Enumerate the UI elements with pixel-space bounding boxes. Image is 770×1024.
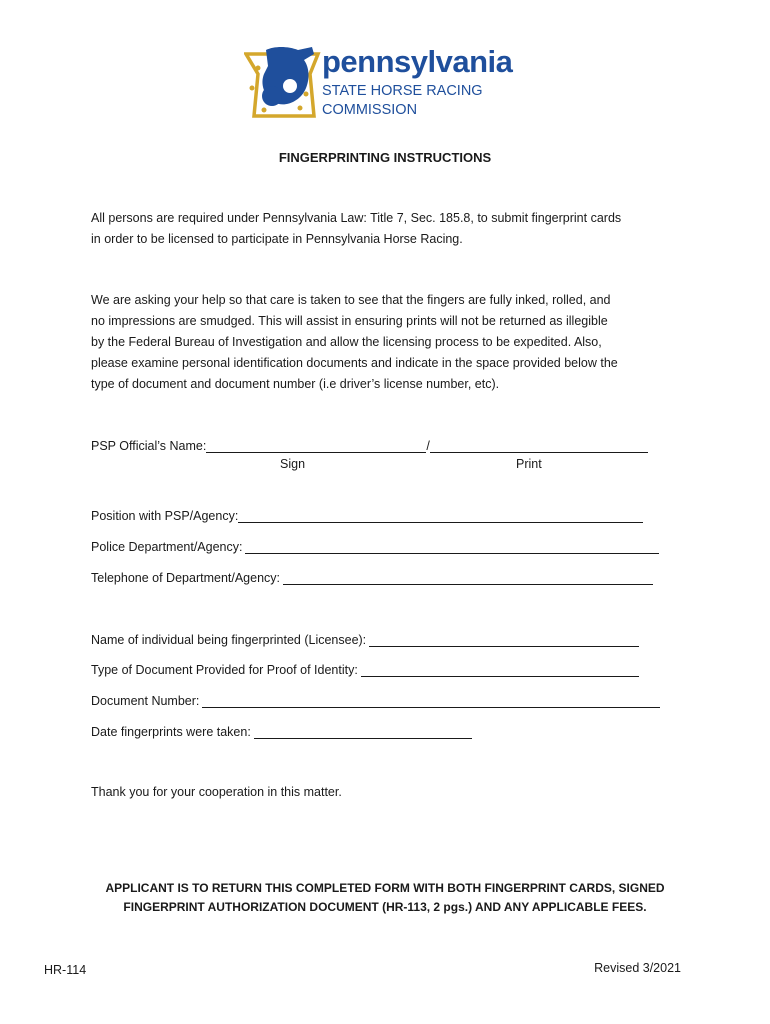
police-department-input-line[interactable] (245, 539, 659, 554)
sign-input-line[interactable] (206, 438, 426, 453)
request-paragraph (91, 290, 691, 395)
form-id: HR-114 (44, 963, 87, 977)
request-line: please examine personal identification documents and indicate in the space provided below the (91, 356, 618, 370)
position-input-line[interactable] (238, 508, 643, 523)
notice-line: APPLICANT IS TO RETURN THIS COMPLETED FORM WITH BOTH FINGERPRINT CARDS, SIGNED (105, 881, 665, 895)
date-taken-label: Date fingerprints were taken: (91, 725, 251, 739)
logo-subtitle-line2: COMMISSION (322, 102, 418, 118)
licensee-name-field (91, 631, 639, 647)
document-number-label: Document Number: (91, 694, 200, 708)
psp-official-field (91, 437, 648, 453)
sign-caption: Sign (280, 457, 306, 471)
request-line: We are asking your help so that care is taken to see that the fingers are fully inked, rolled, and (91, 293, 611, 307)
police-department-label: Police Department/Agency: (91, 540, 243, 554)
police-department-field (91, 538, 659, 554)
intro-line: in order to be licensed to participate in Pennsylvania Horse Racing. (91, 232, 463, 246)
logo-wordmark: pennsylvania (322, 44, 513, 79)
logo-subtitle-line1: STATE HORSE RACING (322, 83, 483, 99)
document-number-input-line[interactable] (202, 693, 660, 708)
psp-official-label: PSP Official’s Name: (91, 439, 207, 453)
return-notice (0, 879, 770, 917)
revision-date: Revised 3/2021 (594, 961, 681, 975)
licensee-name-label: Name of individual being fingerprinted (Licensee): (91, 633, 367, 647)
thanks-text: Thank you for your cooperation in this matter. (91, 785, 342, 799)
request-line: no impressions are smudged. This will assist in ensuring prints will not be returned as illegible (91, 314, 608, 328)
intro-paragraph (91, 208, 691, 250)
licensee-name-input-line[interactable] (369, 632, 639, 647)
telephone-input-line[interactable] (283, 570, 653, 585)
position-label: Position with PSP/Agency: (91, 509, 239, 523)
document-number-field (91, 692, 660, 708)
name-separator: / (426, 439, 430, 453)
page-title: FINGERPRINTING INSTRUCTIONS (278, 150, 492, 165)
date-taken-input-line[interactable] (254, 724, 472, 739)
intro-line: All persons are required under Pennsylvania Law: Title 7, Sec. 185.8, to submit fingerprint cards (91, 211, 622, 225)
request-line: type of document and document number (i.e driver’s license number, etc). (91, 377, 500, 391)
date-taken-field (91, 723, 472, 739)
position-field (91, 507, 643, 523)
document-type-input-line[interactable] (361, 662, 639, 677)
telephone-label: Telephone of Department/Agency: (91, 571, 281, 585)
print-caption: Print (516, 457, 542, 471)
notice-line: FINGERPRINT AUTHORIZATION DOCUMENT (HR-113, 2 pgs.) AND ANY APPLICABLE FEES. (123, 900, 647, 914)
document-type-field (91, 661, 639, 677)
print-input-line[interactable] (430, 438, 648, 453)
request-line: by the Federal Bureau of Investigation and allow the licensing process to be expedited. Also, (91, 335, 602, 349)
document-type-label: Type of Document Provided for Proof of Identity: (91, 663, 358, 677)
telephone-field (91, 569, 653, 585)
